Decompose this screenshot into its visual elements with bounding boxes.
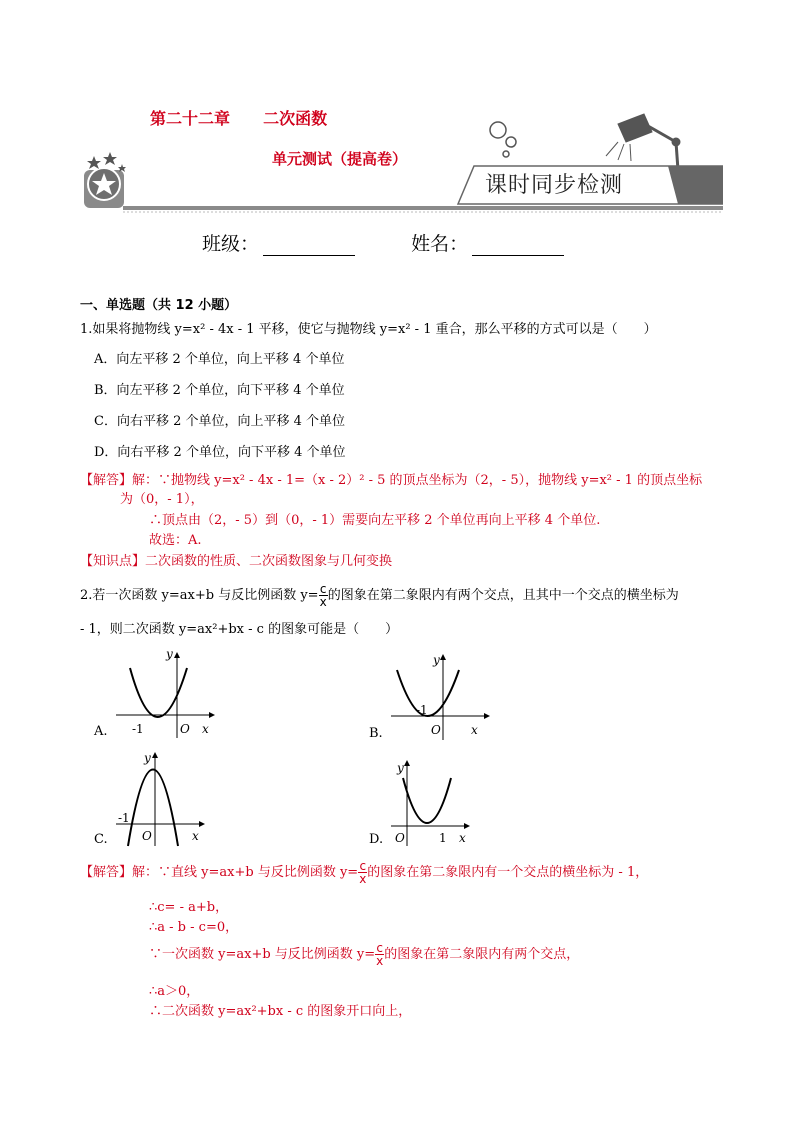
q2-answer4-b: 的图象在第二象限内有两个交点，: [384, 947, 580, 962]
fraction-numerator: c: [376, 941, 384, 955]
q1-answer-line4: 故选：A.: [149, 533, 202, 548]
graph-a[interactable]: [112, 648, 217, 740]
graph-d[interactable]: [387, 756, 487, 848]
q2-option-d-label[interactable]: D.: [369, 832, 384, 847]
q1-knowledge-text: 二次函数的性质、二次函数图象与几何变换: [145, 554, 393, 569]
graph-b-origin: O: [431, 723, 441, 737]
q2-option-c-label[interactable]: C.: [94, 832, 108, 847]
q1-knowledge-tag: 【知识点】: [80, 554, 146, 569]
q2-stem-a: 2.若一次函数 y=ax+b 与反比例函数 y=: [80, 588, 319, 603]
chapter-topic: 二次函数: [263, 109, 328, 128]
graph-b[interactable]: [387, 650, 492, 742]
q2-answer4-a: ∵一次函数 y=ax+b 与反比例函数 y=: [149, 947, 376, 962]
bubbles-icon: [490, 122, 516, 157]
q2-answer-line1: [80, 858, 648, 888]
q1-answer-line1: [80, 472, 702, 490]
q1-knowledge: [80, 553, 392, 571]
fraction-numerator: c: [319, 582, 327, 596]
class-name-line: [202, 229, 564, 256]
graph-d-origin: O: [395, 831, 405, 845]
fraction-numerator: c: [359, 859, 367, 873]
q2-fraction: [319, 583, 328, 608]
q1-option-a[interactable]: A．向左平移 2 个单位，向上平移 4 个单位: [94, 352, 345, 367]
q2-answer-line2: ∴c= - a+b，: [149, 900, 229, 915]
test-subtitle: 单元测试（提高卷）: [272, 150, 408, 168]
q1-answer-tag: 【解答】: [80, 473, 133, 488]
q1-option-d[interactable]: D．向右平移 2 个单位，向下平移 4 个单位: [94, 445, 346, 460]
star-badge-icon: [84, 152, 126, 208]
class-blank[interactable]: [263, 237, 355, 256]
q2-answer-line5: ∴a＞0，: [149, 984, 200, 999]
q1-answer-line3: ∴顶点由（2，- 5）到（0，- 1）需要向左平移 2 个单位再向上平移 4 个单位.: [149, 513, 601, 528]
q2-option-b-label[interactable]: B.: [369, 726, 383, 741]
graph-b-x-label: x: [471, 723, 478, 737]
q2-stem-b: 的图象在第二象限内有两个交点，且其中一个交点的横坐标为: [327, 588, 679, 603]
q2-answer4-fraction: [375, 942, 384, 967]
class-label: 班级：: [202, 233, 260, 255]
q2-answer-b: 的图象在第二象限内有一个交点的横坐标为 - 1，: [367, 865, 649, 880]
q1-answer-text1: 解：∵抛物线 y=x² - 4x - 1=（x - 2）² - 5 的顶点坐标为（2，- 5），抛物线 y=x² - 1 的顶点坐标: [132, 473, 703, 488]
q1-answer-line2: 为（0，- 1），: [120, 492, 204, 507]
q2-answer-line6: ∴二次函数 y=ax²+bx - c 的图象开口向上，: [149, 1004, 412, 1019]
fraction-denominator: x: [359, 872, 367, 886]
q2-option-a-label[interactable]: A.: [94, 724, 108, 739]
fraction-denominator: x: [376, 954, 384, 968]
section-title: 一、单选题（共 12 小题）: [80, 298, 238, 313]
name-label: 姓名：: [411, 233, 469, 255]
graph-c-x-label: x: [192, 829, 199, 843]
q1-option-b[interactable]: B．向左平移 2 个单位，向下平移 4 个单位: [94, 383, 345, 398]
desk-lamp-icon: [606, 114, 680, 170]
graph-c-neg1: -1: [118, 811, 130, 825]
graph-c[interactable]: [112, 748, 212, 848]
graph-d-x-label: x: [459, 831, 466, 845]
graph-a-origin: O: [180, 722, 190, 736]
graph-d-one: 1: [439, 831, 447, 845]
fraction-denominator: x: [319, 595, 327, 609]
q2-answer-a: 解：∵直线 y=ax+b 与反比例函数 y=: [132, 865, 359, 880]
header-decoration: [78, 112, 723, 216]
graph-b-y-label: y: [433, 653, 440, 667]
graph-a-x-label: x: [202, 722, 209, 736]
graph-a-y-label: y: [166, 648, 173, 661]
graph-c-origin: O: [142, 829, 152, 843]
q2-stem-line1: [80, 581, 679, 611]
chapter-number: 第二十二章: [150, 109, 231, 128]
graph-a-neg1: -1: [132, 722, 144, 736]
q2-answer-line4: [149, 940, 579, 970]
graph-b-neg1: -1: [416, 703, 428, 717]
q2-answer-tag: 【解答】: [80, 865, 133, 880]
graph-d-y-label: y: [397, 761, 404, 775]
banner-text: 课时同步检测: [485, 173, 624, 198]
q2-stem-line2: - 1，则二次函数 y=ax²+bx - c 的图象可能是（ ）: [80, 622, 399, 637]
banner-shape: [123, 166, 723, 212]
q1-option-c[interactable]: C．向右平移 2 个单位，向上平移 4 个单位: [94, 414, 346, 429]
q1-stem: 1.如果将抛物线 y=x² - 4x - 1 平移，使它与抛物线 y=x² - 1 重合，那么平移的方式可以是（ ）: [80, 322, 657, 337]
graph-c-y-label: y: [144, 751, 151, 765]
q2-answer-fraction: [358, 860, 367, 885]
q2-answer-line3: ∴a - b - c=0，: [149, 920, 239, 935]
name-blank[interactable]: [472, 237, 564, 256]
